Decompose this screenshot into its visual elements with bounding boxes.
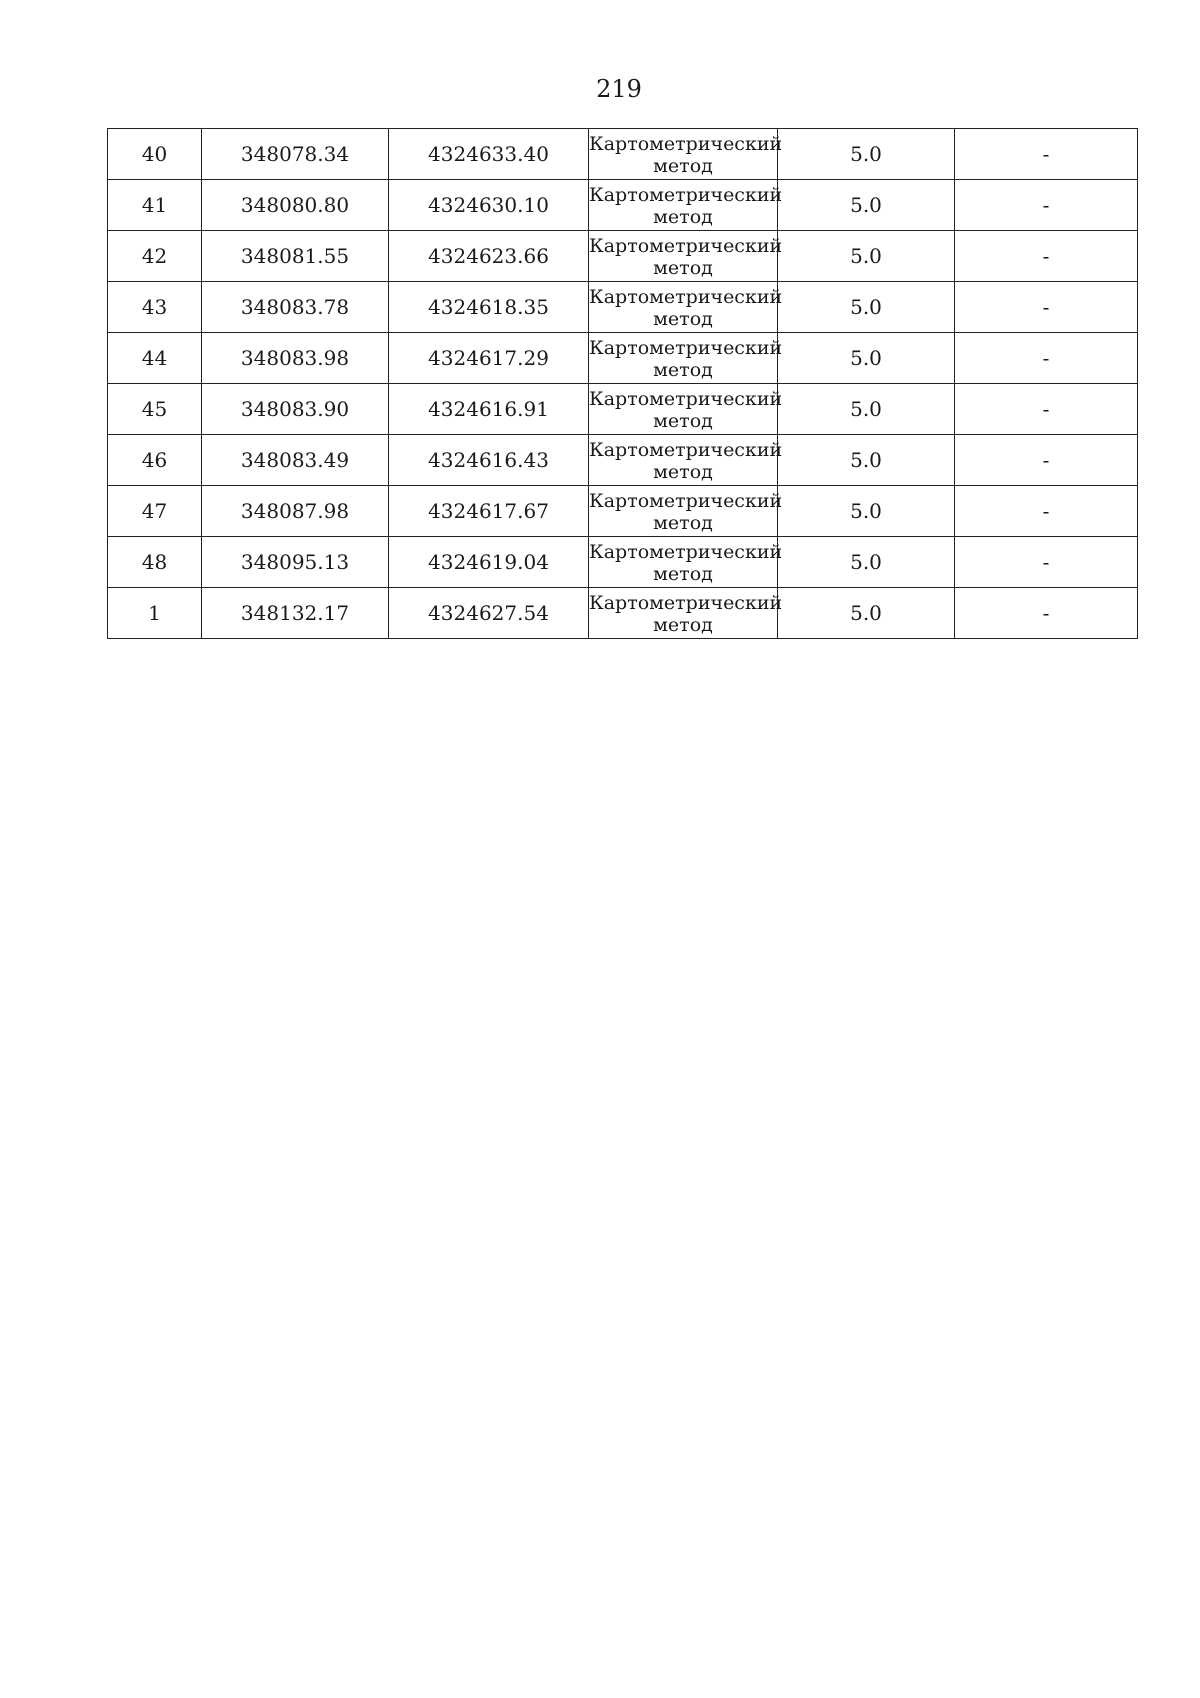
x-coordinate: 348095.13 — [202, 537, 389, 588]
y-coordinate: 4324633.40 — [389, 129, 589, 180]
method-line2: метод — [653, 307, 713, 330]
table-row — [108, 180, 1138, 231]
point-number: 45 — [108, 384, 202, 435]
method-line2: метод — [653, 256, 713, 279]
method-cell — [589, 486, 783, 537]
accuracy: 5.0 — [778, 486, 955, 537]
note: - — [955, 282, 1138, 333]
method-cell — [589, 129, 783, 180]
y-coordinate: 4324617.29 — [389, 333, 589, 384]
point-number: 41 — [108, 180, 202, 231]
method-cell — [589, 333, 783, 384]
method-line2: метод — [653, 562, 713, 585]
table-row — [108, 486, 1138, 537]
note: - — [955, 231, 1138, 282]
method-line1: Картометрический — [589, 540, 783, 563]
method-line1: Картометрический — [589, 132, 783, 155]
accuracy: 5.0 — [778, 333, 955, 384]
table-row — [108, 333, 1138, 384]
y-coordinate: 4324616.91 — [389, 384, 589, 435]
x-coordinate: 348083.90 — [202, 384, 389, 435]
accuracy: 5.0 — [778, 435, 955, 486]
method-line1: Картометрический — [589, 183, 783, 206]
note: - — [955, 333, 1138, 384]
point-number: 46 — [108, 435, 202, 486]
accuracy: 5.0 — [778, 588, 955, 639]
method-cell — [589, 282, 783, 333]
point-number: 43 — [108, 282, 202, 333]
point-number: 1 — [108, 588, 202, 639]
point-number: 47 — [108, 486, 202, 537]
y-coordinate: 4324630.10 — [389, 180, 589, 231]
table-row — [108, 537, 1138, 588]
x-coordinate: 348078.34 — [202, 129, 389, 180]
method-line1: Картометрический — [589, 438, 783, 461]
accuracy: 5.0 — [778, 384, 955, 435]
method-line2: метод — [653, 358, 713, 381]
accuracy: 5.0 — [778, 129, 955, 180]
x-coordinate: 348081.55 — [202, 231, 389, 282]
table-row — [108, 129, 1138, 180]
method-cell — [589, 537, 783, 588]
x-coordinate: 348087.98 — [202, 486, 389, 537]
method-line2: метод — [653, 154, 713, 177]
point-number: 40 — [108, 129, 202, 180]
method-line1: Картометрический — [589, 336, 783, 359]
accuracy: 5.0 — [778, 180, 955, 231]
note: - — [955, 588, 1138, 639]
table-row — [108, 384, 1138, 435]
point-number: 44 — [108, 333, 202, 384]
note: - — [955, 435, 1138, 486]
table-row — [108, 435, 1138, 486]
x-coordinate: 348083.78 — [202, 282, 389, 333]
method-line1: Картометрический — [589, 387, 783, 410]
x-coordinate: 348083.98 — [202, 333, 389, 384]
page-number: 219 — [596, 75, 642, 103]
method-line2: метод — [653, 613, 713, 636]
y-coordinate: 4324623.66 — [389, 231, 589, 282]
method-line2: метод — [653, 511, 713, 534]
note: - — [955, 537, 1138, 588]
y-coordinate: 4324619.04 — [389, 537, 589, 588]
method-cell — [589, 435, 783, 486]
y-coordinate: 4324627.54 — [389, 588, 589, 639]
point-number: 48 — [108, 537, 202, 588]
method-cell — [589, 384, 783, 435]
coordinates-table — [107, 128, 1138, 639]
method-cell — [589, 588, 783, 639]
method-line1: Картометрический — [589, 285, 783, 308]
note: - — [955, 384, 1138, 435]
note: - — [955, 486, 1138, 537]
method-cell — [589, 180, 783, 231]
accuracy: 5.0 — [778, 537, 955, 588]
point-number: 42 — [108, 231, 202, 282]
y-coordinate: 4324616.43 — [389, 435, 589, 486]
accuracy: 5.0 — [778, 231, 955, 282]
method-line1: Картометрический — [589, 489, 783, 512]
note: - — [955, 129, 1138, 180]
accuracy: 5.0 — [778, 282, 955, 333]
method-line2: метод — [653, 460, 713, 483]
method-cell — [589, 231, 783, 282]
x-coordinate: 348080.80 — [202, 180, 389, 231]
table-row — [108, 282, 1138, 333]
method-line1: Картометрический — [589, 234, 783, 257]
method-line2: метод — [653, 409, 713, 432]
method-line1: Картометрический — [589, 591, 783, 614]
x-coordinate: 348083.49 — [202, 435, 389, 486]
x-coordinate: 348132.17 — [202, 588, 389, 639]
y-coordinate: 4324618.35 — [389, 282, 589, 333]
note: - — [955, 180, 1138, 231]
method-line2: метод — [653, 205, 713, 228]
table-row — [108, 588, 1138, 639]
table-row — [108, 231, 1138, 282]
y-coordinate: 4324617.67 — [389, 486, 589, 537]
